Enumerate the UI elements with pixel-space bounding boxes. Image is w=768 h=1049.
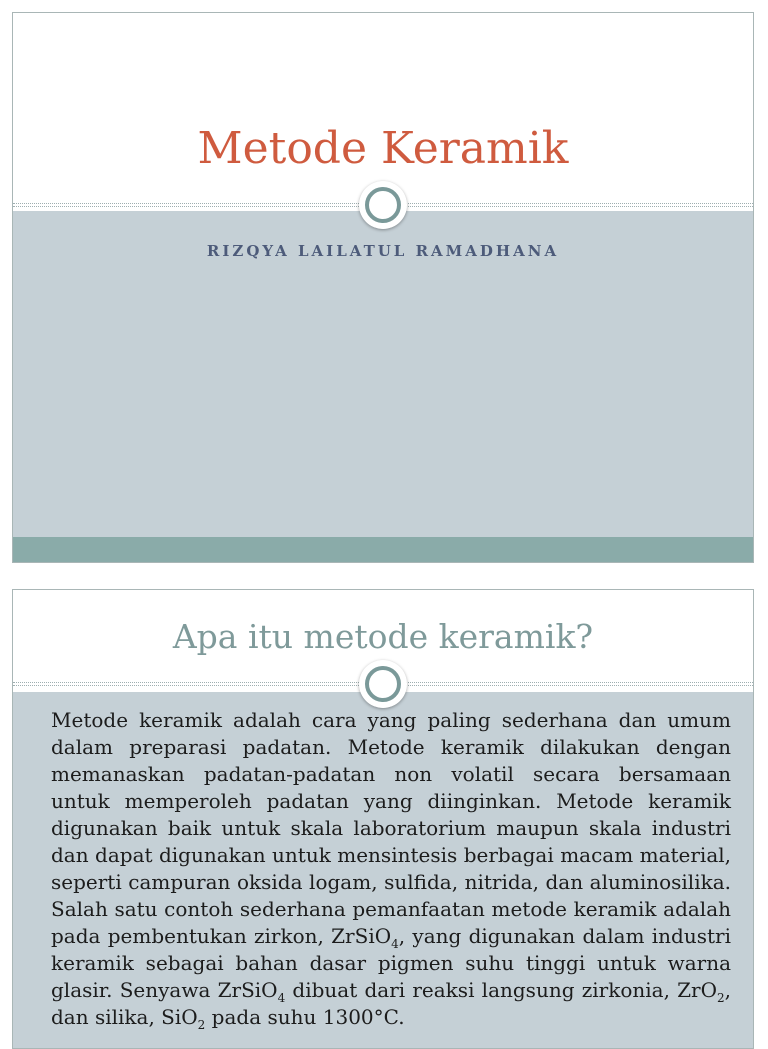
author-name: RIZQYA LAILATUL RAMADHANA [206, 242, 560, 260]
body-text: pada suhu 1300°C. [205, 1005, 405, 1029]
slide-footer-bar [13, 537, 753, 563]
body-paragraph [51, 707, 731, 1031]
title-slide [12, 12, 754, 563]
subscript: 4 [277, 991, 286, 1005]
slide-header-area [13, 13, 753, 205]
circle-ornament-icon [359, 660, 407, 708]
body-text: , yang digunakan dalam industri keramik sebagai bahan dasar pigmen suhu tinggi untuk warna glasir. Senyawa ZrSiO [51, 924, 731, 1002]
slide-title: Metode Keramik [197, 123, 569, 174]
body-text: Metode keramik adalah cara yang paling sederhana dan umum dalam preparasi padatan. Metode keramik dilakukan dengan memanaskan padatan-padatan non volatil secara bersamaan untuk memperoleh padatan yang diinginkan. Metode keramik digunakan baik untuk skala laboratorium maupun skala industri dan dapat digunakan untuk mensintesis berbagai macam material, seperti campuran oksida logam, sulfida, nitrida, dan aluminosilika. Salah satu contoh sederhana pemanfaatan metode keramik adalah pada pembentukan zirkon, ZrSiO [51, 708, 731, 948]
subscript: 2 [197, 1018, 206, 1032]
slide-title: Apa itu metode keramik? [172, 617, 594, 656]
subscript: 4 [391, 937, 399, 951]
subscript: 2 [717, 991, 725, 1005]
body-text: dibuat dari reaksi langsung zirkonia, ZrO [285, 978, 717, 1002]
content-slide [12, 589, 754, 1049]
circle-ornament-icon [359, 181, 407, 229]
body-text: , dan silika, SiO [51, 978, 731, 1029]
